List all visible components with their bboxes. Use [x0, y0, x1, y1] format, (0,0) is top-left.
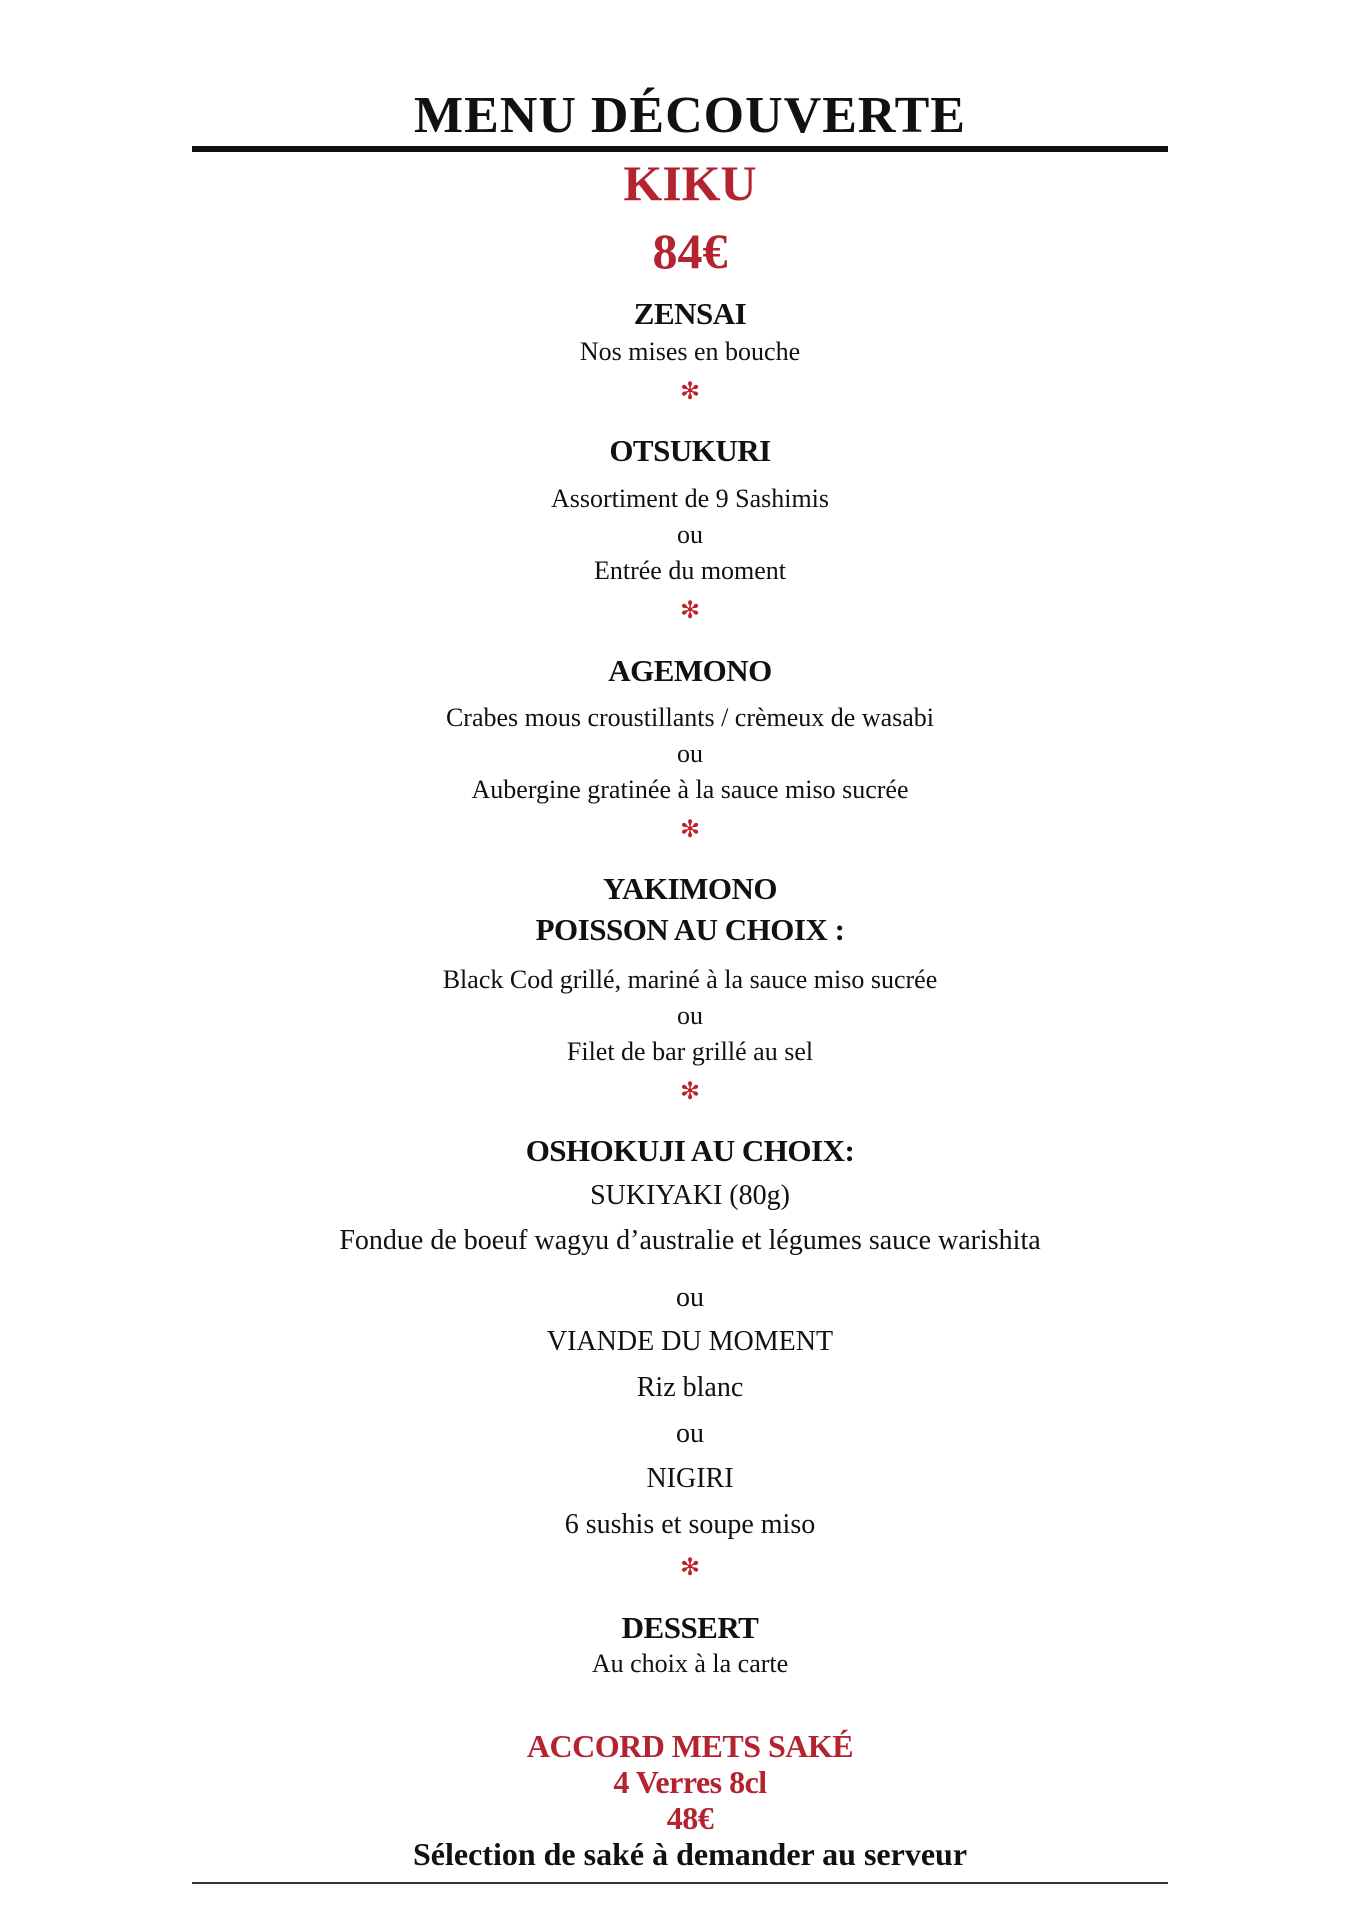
menu-item: VIANDE DU MOMENT — [546, 1326, 834, 1357]
accord-note: Sélection de saké à demander au serveur — [412, 1836, 968, 1872]
title-underline — [192, 146, 1168, 152]
menu-item-or: ou — [677, 739, 703, 768]
section-subheading-poisson: POISSON AU CHOIX : — [535, 912, 845, 947]
section-heading-yakimono: YAKIMONO — [603, 871, 777, 906]
menu-item: Crabes mous croustillants / crèmeux de wasabi — [445, 703, 935, 732]
flower-divider-icon: ✻ — [679, 379, 701, 405]
menu-item: Au choix à la carte — [591, 1649, 789, 1678]
menu-item: Riz blanc — [636, 1372, 744, 1403]
accord-price: 48€ — [666, 1800, 714, 1836]
section-heading-agemono: AGEMONO — [608, 653, 772, 688]
menu-title: MENU DÉCOUVERTE — [414, 87, 966, 144]
flower-divider-icon: ✻ — [679, 817, 701, 843]
flower-divider-icon: ✻ — [679, 598, 701, 624]
menu-item-or: ou — [676, 1418, 704, 1449]
flower-divider-icon: ✻ — [679, 1079, 701, 1105]
menu-item-or: ou — [677, 520, 703, 549]
menu-item: Aubergine gratinée à la sauce miso sucrée — [471, 775, 909, 804]
menu-item: Fondue de boeuf wagyu d’australie et légumes sauce warishita — [339, 1225, 1041, 1256]
menu-item: Assortiment de 9 Sashimis — [550, 484, 830, 513]
menu-item: SUKIYAKI (80g) — [590, 1180, 790, 1211]
menu-item: Nos mises en bouche — [579, 337, 801, 366]
menu-item: Filet de bar grillé au sel — [566, 1037, 814, 1066]
section-heading-otsukuri: OTSUKURI — [609, 433, 771, 468]
menu-item-or: ou — [677, 1001, 703, 1030]
flower-divider-icon: ✻ — [679, 1555, 701, 1581]
section-heading-dessert: DESSERT — [621, 1610, 759, 1645]
menu-price: 84€ — [652, 223, 728, 279]
bottom-rule — [192, 1882, 1168, 1884]
accord-glasses: 4 Verres 8cl — [613, 1764, 767, 1800]
section-heading-oshokuji: OSHOKUJI AU CHOIX: — [525, 1133, 855, 1168]
accord-title: ACCORD METS SAKÉ — [526, 1728, 854, 1764]
menu-item-or: ou — [676, 1282, 704, 1313]
menu-name: KIKU — [623, 155, 757, 211]
menu-item: NIGIRI — [646, 1463, 734, 1494]
menu-item: Entrée du moment — [593, 556, 787, 585]
menu-item: Black Cod grillé, mariné à la sauce miso sucrée — [442, 965, 938, 994]
section-heading-zensai: ZENSAI — [633, 296, 747, 331]
menu-item: 6 sushis et soupe miso — [564, 1509, 816, 1540]
